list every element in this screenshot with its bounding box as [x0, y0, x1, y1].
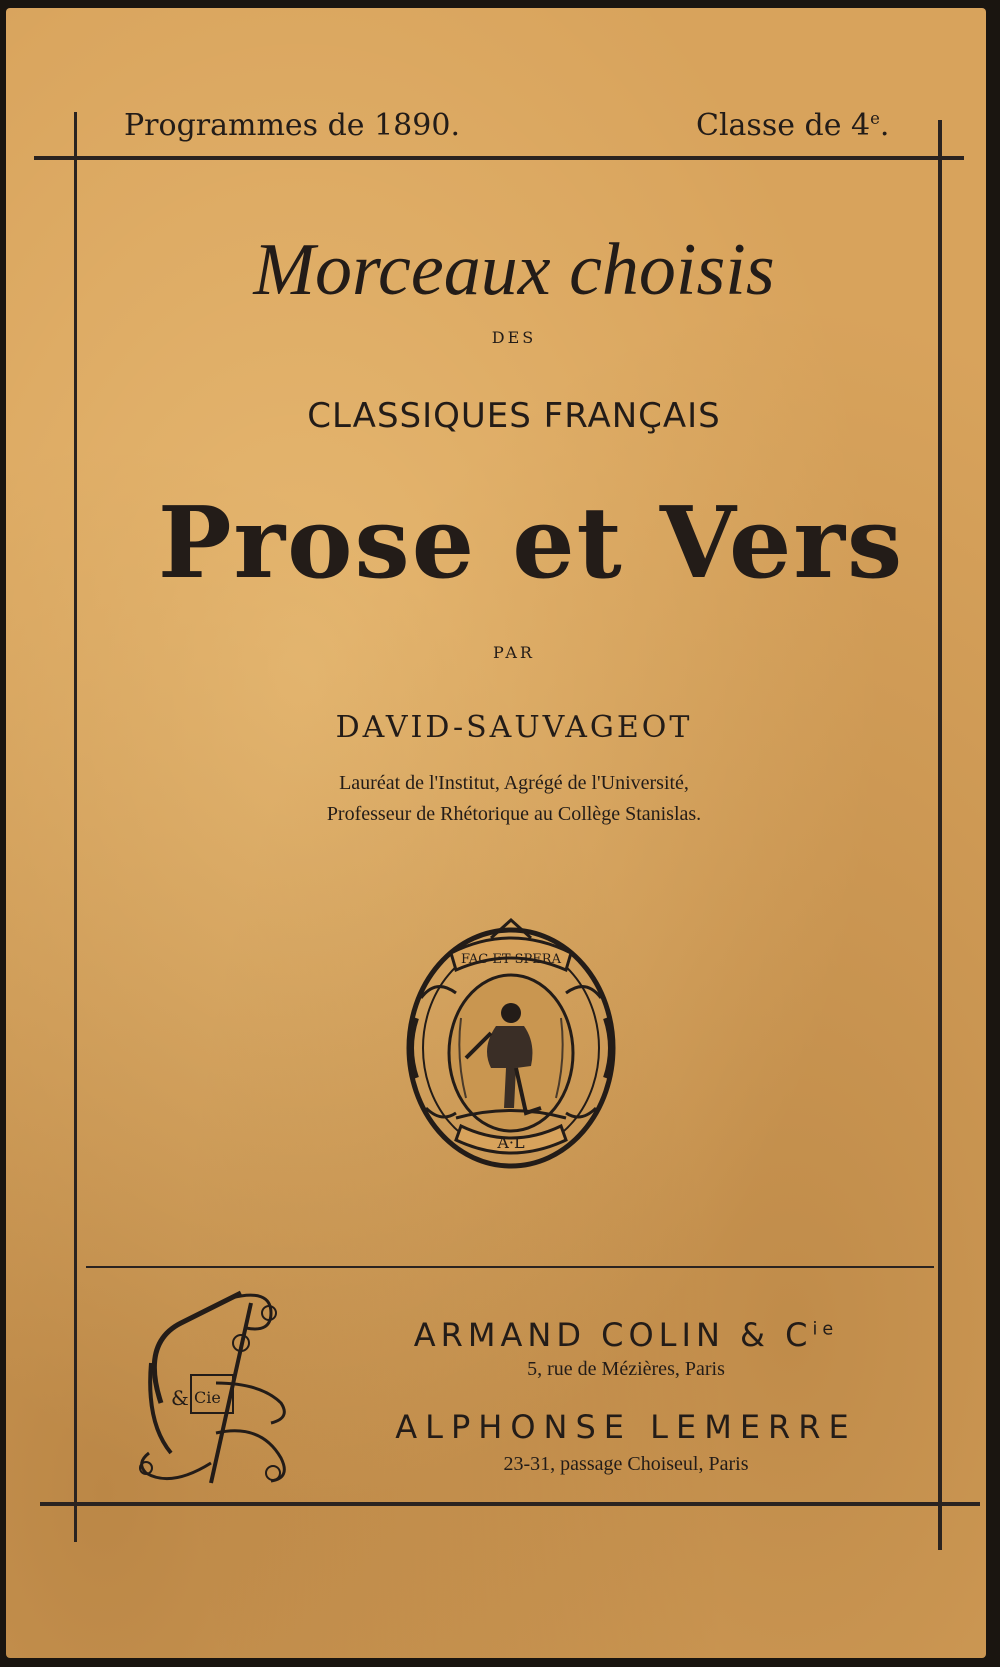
class-level: Classe de 4e.: [696, 108, 890, 143]
publisher-1-address: 5, rue de Mézières, Paris: [527, 1358, 725, 1380]
publisher-2-name: ALPHONSE LEMERRE: [395, 1408, 857, 1446]
monogram-ampersand: &: [171, 1386, 189, 1410]
emblem-initials: A·L: [497, 1133, 525, 1152]
publisher-divider-rule: [86, 1266, 934, 1268]
author-credential-2: Professeur de Rhétorique au Collège Stanislas.: [326, 803, 702, 825]
publisher-emblem: [396, 908, 626, 1178]
main-title: Prose et Vers: [157, 486, 905, 601]
book-cover: [6, 8, 986, 1658]
publisher-1-name: ARMAND COLIN & $C^{ie}$: [413, 1316, 839, 1354]
emblem-motto: FAC ET SPERA: [461, 952, 561, 967]
publisher-monogram: [131, 1283, 306, 1498]
title-line1: Morceaux choisis: [253, 229, 775, 311]
author-credential-1: Lauréat de l'Institut, Agrégé de l'Université,: [339, 772, 689, 794]
monogram-cie: Cie: [194, 1388, 221, 1407]
frame-left-rule: [74, 112, 77, 1542]
by-label: PAR: [493, 643, 535, 662]
title-des: DES: [491, 328, 537, 347]
program-year: Programmes de 1890.: [124, 108, 460, 143]
publisher-2-address: 23-31, passage Choiseul, Paris: [503, 1453, 749, 1475]
frame-top-rule: [34, 156, 964, 160]
frame-bottom-rule: [40, 1502, 980, 1506]
author-name: DAVID-SAUVAGEOT: [335, 710, 693, 745]
title-classiques: CLASSIQUES FRANÇAIS: [307, 396, 721, 436]
